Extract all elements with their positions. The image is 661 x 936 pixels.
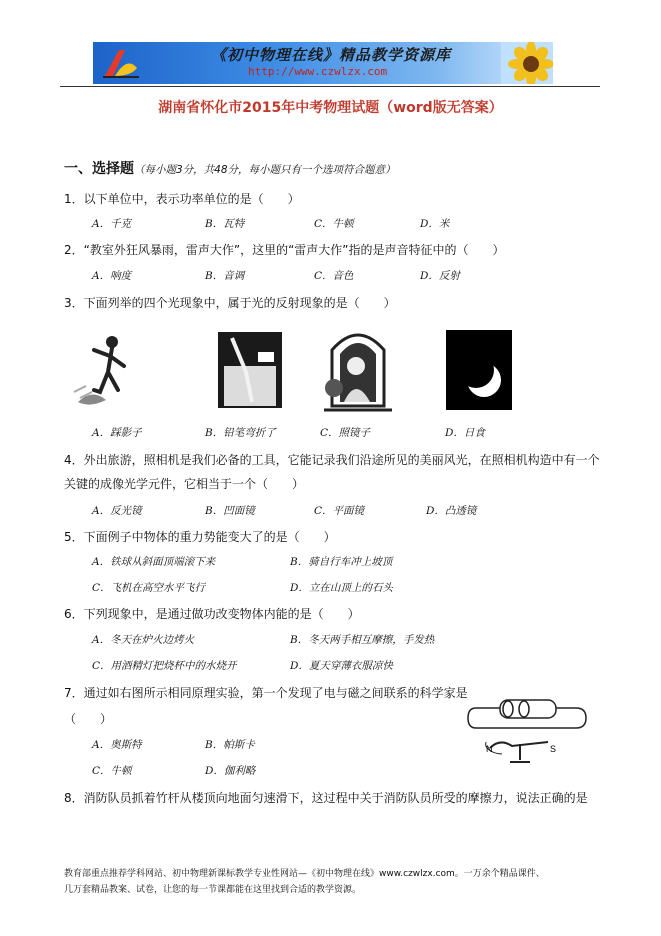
footer-line-2: 几万套精品教案、试卷，让您的每一节课都能在这里找到合适的教学资源。 [64, 885, 362, 895]
q2-option-a: A．响度 [92, 270, 132, 282]
header-banner [93, 42, 553, 84]
q2-option-c: C．音色 [314, 270, 354, 282]
question-3-stem: 3．下面列举的四个光现象中，属于光的反射现象的是（ ） [64, 296, 396, 310]
q4-option-c: C．平面镜 [314, 505, 365, 517]
header-divider [60, 86, 600, 87]
document-title: 湖南省怀化市2015年中考物理试题（word版无答案） [158, 100, 503, 116]
banner-title: 《初中物理在线》精品教学资源库 [211, 46, 452, 64]
bent-pencil-figure [218, 332, 282, 408]
q6-option-d: D．夏天穿薄衣服凉快 [290, 660, 393, 672]
page-footer [64, 866, 604, 898]
q5-option-b: B．骑自行车冲上坡顶 [290, 556, 393, 568]
stepping-shadow-figure [72, 330, 142, 410]
question-7-stem-cont: （ ） [64, 712, 113, 726]
q7-option-c: C．牛顿 [92, 765, 132, 777]
q7-option-d: D．伽利略 [205, 765, 256, 777]
question-1-stem: 1．以下单位中，表示功率单位的是（ ） [64, 192, 300, 206]
q1-option-a: A．千克 [92, 218, 132, 230]
question-2-stem: 2．“教室外狂风暴雨，雷声大作”，这里的“雷声大作”指的是声音特征中的（ ） [64, 243, 505, 257]
q3-option-d: D．日食 [445, 427, 485, 439]
footer-line-1: 教育部重点推荐学科网站、初中物理新课标教学专业性网站—《初中物理在线》www.czwlzx.com。一万余个精品课件、 [64, 869, 545, 879]
question-7-stem: 7．通过如右图所示相同原理实验，第一个发现了电与磁之间联系的科学家是 [64, 686, 468, 700]
north-pole-label: N [486, 744, 493, 754]
question-5-stem: 5．下面例子中物体的重力势能变大了的是（ ） [64, 530, 336, 544]
question-4-stem: 4．外出旅游，照相机是我们必备的工具，它能记录我们沿途所见的美丽风光，在照相机构造中有一个 [64, 453, 600, 467]
q1-option-c: C．牛顿 [314, 218, 354, 230]
q3-option-b: B．铅笔弯折了 [205, 427, 276, 439]
q6-option-a: A．冬天在炉火边烤火 [92, 634, 195, 646]
oersted-experiment-figure [466, 690, 590, 770]
q3-option-a: A．踩影子 [92, 427, 142, 439]
site-logo-icon [101, 46, 141, 80]
q7-option-a: A．奥斯特 [92, 739, 142, 751]
question-6-stem: 6．下列现象中，是通过做功改变物体内能的是（ ） [64, 607, 360, 621]
question-4-stem-cont: 关键的成像光学元件，它相当于一个（ ） [64, 477, 305, 491]
q5-option-a: A．铁球从斜面顶端滚下来 [92, 556, 216, 568]
q1-option-b: B．瓦特 [205, 218, 245, 230]
q2-option-d: D．反射 [420, 270, 460, 282]
q4-option-b: B．凹面镜 [205, 505, 255, 517]
q6-option-b: B．冬天两手相互摩擦，手发热 [290, 634, 435, 646]
mirror-reflection-figure [322, 326, 394, 412]
q4-option-d: D．凸透镜 [426, 505, 477, 517]
q2-option-b: B．音调 [205, 270, 245, 282]
section-note: （每小题3分，共48分，每小题只有一个选项符合题意） [134, 164, 396, 176]
q7-option-b: B．帕斯卡 [205, 739, 255, 751]
banner-url[interactable]: http://www.czwlzx.com [248, 65, 388, 78]
south-pole-label: S [550, 744, 557, 754]
q3-option-c: C．照镜子 [320, 427, 371, 439]
sunflower-icon [501, 42, 553, 84]
q5-option-c: C．飞机在高空水平飞行 [92, 582, 206, 594]
q1-option-d: D．米 [420, 218, 450, 230]
q6-option-c: C．用酒精灯把烧杯中的水烧开 [92, 660, 237, 672]
solar-eclipse-figure [446, 330, 512, 410]
q5-option-d: D．立在山顶上的石头 [290, 582, 393, 594]
q4-option-a: A．反光镜 [92, 505, 142, 517]
section-title: 一、选择题 [64, 161, 134, 177]
section-heading [64, 158, 396, 178]
question-8-stem: 8．消防队员抓着竹杆从楼顶向地面匀速滑下，这过程中关于消防队员所受的摩擦力，说法正确的是 [64, 791, 588, 805]
